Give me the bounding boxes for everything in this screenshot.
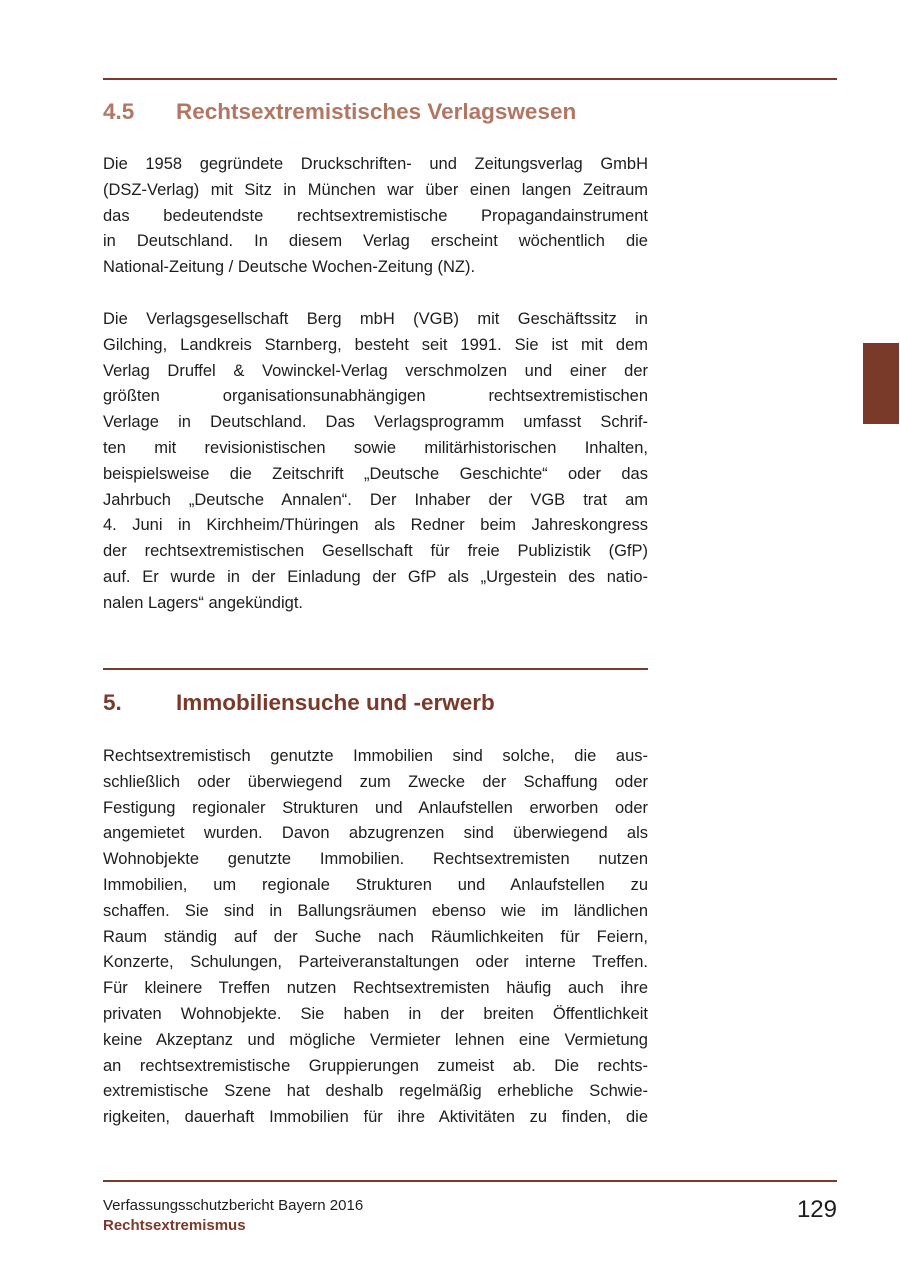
text-line: Wohnobjekte genutzte Immobilien. Rechtsextremisten nutzen [103, 850, 648, 869]
text-line: in Deutschland. In diesem Verlag erscheint wöchentlich die [103, 232, 648, 251]
section-title: Immobiliensuche und -erwerb [176, 690, 495, 715]
text-line: beispielsweise die Zeitschrift „Deutsche Geschichte“ oder das [103, 464, 648, 483]
text-line: Immobilien, um regionale Strukturen und Anlaufstellen zu [103, 875, 648, 894]
text-line: angemietet wurden. Davon abzugrenzen sind überwiegend als [103, 824, 648, 843]
paragraph [103, 307, 648, 617]
section-title: Rechtsextremistisches Verlagswesen [176, 99, 577, 124]
text-line: 4. Juni in Kirchheim/Thüringen als Redner beim Jahreskongress [103, 516, 648, 535]
text-line: schließlich oder überwiegend zum Zwecke der Schaffung oder [103, 772, 648, 791]
text-line: National-Zeitung / Deutsche Wochen-Zeitung (NZ). [103, 258, 476, 277]
text-line: der rechtsextremistischen Gesellschaft für freie Publizistik (GfP) [103, 542, 648, 561]
page-number: 129 [796, 1196, 837, 1223]
text-line: das bedeutendste rechtsextremistische Propagandainstrument [103, 206, 648, 225]
section-heading-4-5 [103, 99, 576, 125]
text-line: an rechtsextremistische Gruppierungen zumeist ab. Die rechts- [103, 1056, 648, 1075]
text-line: nalen Lagers“ angekündigt. [103, 593, 303, 612]
text-line: Verlage in Deutschland. Das Verlagsprogramm umfasst Schrif- [103, 413, 648, 432]
text-line: extremistische Szene hat deshalb regelmäßig erhebliche Schwie- [103, 1082, 648, 1101]
text-line: Konzerte, Schulungen, Parteiveranstaltungen oder interne Treffen. [103, 953, 648, 972]
text-line: ten mit revisionistischen sowie militärhistorischen Inhalten, [103, 438, 648, 457]
text-line: größten organisationsunabhängigen rechtsextremistischen [103, 387, 648, 406]
paragraph [103, 744, 648, 1131]
text-line: Die 1958 gegründete Druckschriften- und Zeitungsverlag GmbH [103, 155, 648, 173]
text-line: Raum ständig auf der Suche nach Räumlichkeiten für Feiern, [103, 927, 648, 946]
text-line: auf. Er wurde in der Einladung der GfP als „Urgestein des natio- [103, 567, 648, 586]
text-line: Die Verlagsgesellschaft Berg mbH (VGB) mit Geschäftssitz in [103, 310, 648, 328]
section-number: 4.5 [103, 99, 135, 124]
section-heading-5 [103, 690, 495, 716]
text-line: (DSZ-Verlag) mit Sitz in München war über einen langen Zeitraum [103, 180, 648, 199]
text-line: Jahrbuch „Deutsche Annalen“. Der Inhaber der VGB trat am [103, 490, 648, 509]
top-rule [103, 78, 837, 80]
text-line: Für kleinere Treffen nutzen Rechtsextremisten häufig auch ihre [103, 979, 648, 998]
footer-publication: Verfassungsschutzbericht Bayern 2016 [103, 1197, 364, 1214]
text-line: rigkeiten, dauerhaft Immobilien für ihre Aktivitäten zu finden, die [103, 1108, 648, 1127]
text-line: Gilching, Landkreis Starnberg, besteht seit 1991. Sie ist mit dem [103, 335, 648, 354]
text-line: Verlag Druffel & Vowinckel-Verlag verschmolzen und einer der [103, 361, 648, 380]
text-line: privaten Wohnobjekte. Sie haben in der breiten Öffentlichkeit [103, 1004, 648, 1023]
text-line: keine Akzeptanz und mögliche Vermieter lehnen eine Vermietung [103, 1030, 648, 1049]
chapter-tab-marker [863, 343, 899, 424]
footer-chapter: Rechtsextremismus [103, 1217, 246, 1234]
section-number: 5. [103, 690, 122, 715]
text-line: schaffen. Sie sind in Ballungsräumen ebenso wie im ländlichen [103, 901, 648, 920]
footer-rule [103, 1180, 837, 1182]
section-rule [103, 668, 648, 670]
text-line: Festigung regionaler Strukturen und Anlaufstellen erworben oder [103, 798, 648, 817]
text-line: Rechtsextremistisch genutzte Immobilien sind solche, die aus- [103, 747, 648, 765]
paragraph [103, 152, 648, 281]
